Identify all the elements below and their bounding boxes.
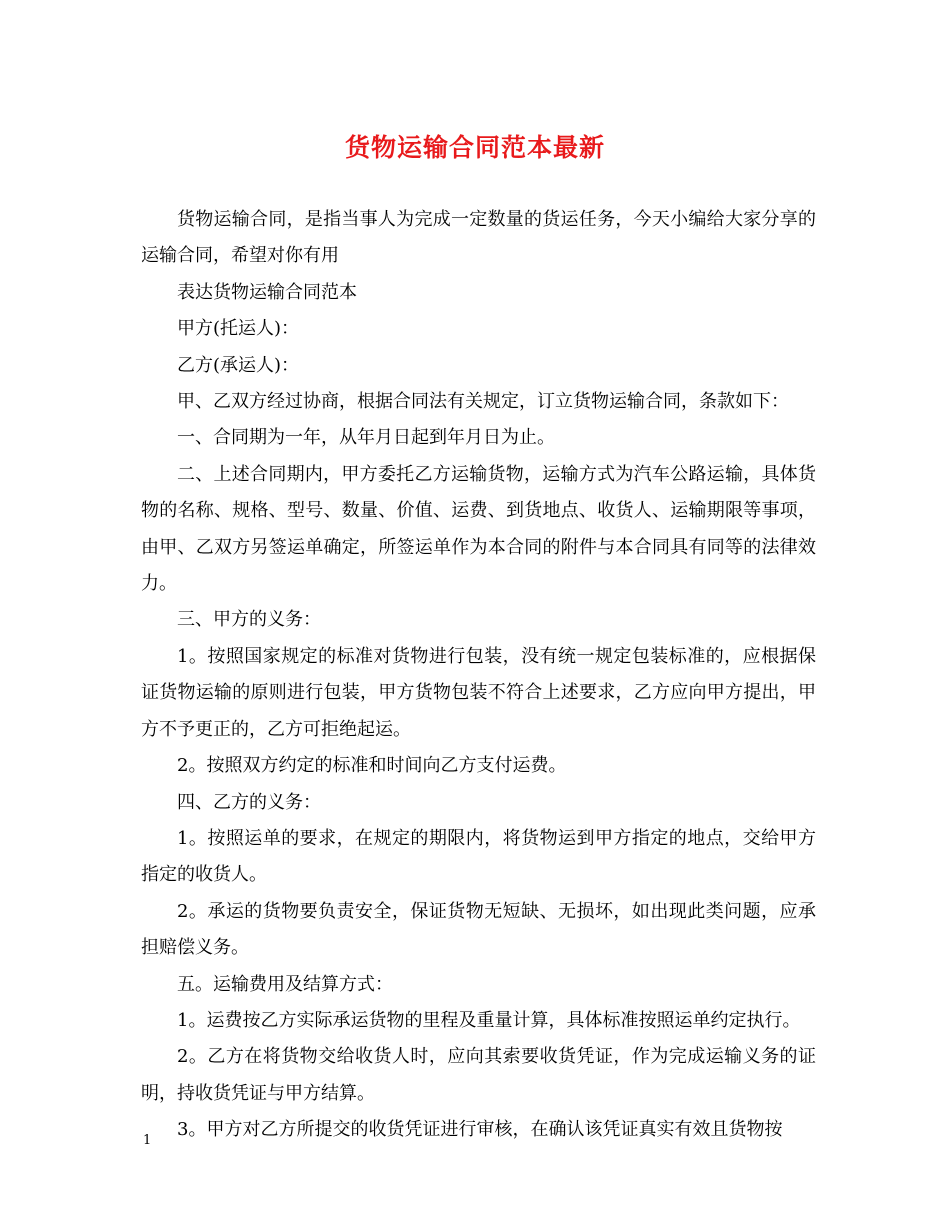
paragraph-clause-3-item-1: 1。按照国家规定的标准对货物进行包装，没有统一规定包装标准的，应根据保证货物运输的原则进行包装，甲方货物包装不符合上述要求，乙方应向甲方提出，甲方不予更正的，乙方可拒绝起运。 [141, 645, 816, 740]
paragraph-clause-4-item-1: 1。按照运单的要求，在规定的期限内，将货物运到甲方指定的地点，交给甲方指定的收货人。 [141, 827, 816, 886]
paragraph-clause-5-item-3: 3。甲方对乙方所提交的收货凭证进行审核，在确认该凭证真实有效且货物按 [177, 1119, 783, 1141]
paragraph-intro: 货物运输合同，是指当事人为完成一定数量的货运任务，今天小编给大家分享的运输合同，希望对你有用 [141, 209, 816, 267]
paragraph-clause-4-item-2: 2。承运的货物要负责安全，保证货物无短缺、无损坏，如出现此类问题，应承担赔偿义务。 [141, 900, 816, 959]
paragraph-subtitle: 表达货物运输合同范本 [177, 281, 357, 303]
paragraph-clause-1: 一、合同期为一年，从年月日起到年月日为止。 [177, 427, 555, 449]
paragraph-clause-5-item-1: 1。运费按乙方实际承运货物的里程及重量计算，具体标准按照运单约定执行。 [177, 1009, 801, 1031]
paragraph-party-b: 乙方(承运人)： [177, 354, 300, 376]
document-title: 货物运输合同范本最新 [344, 133, 605, 162]
page-number: 1 [143, 1133, 152, 1148]
paragraph-clause-5-heading: 五。运输费用及结算方式： [177, 973, 393, 995]
paragraph-clause-4-heading: 四、乙方的义务： [177, 791, 321, 813]
paragraph-clause-3-heading: 三、甲方的义务： [177, 609, 321, 631]
paragraph-clause-3-item-2: 2。按照双方约定的标准和时间向乙方支付运费。 [177, 755, 567, 777]
paragraph-clause-2: 二、上述合同期内，甲方委托乙方运输货物，运输方式为汽车公路运输，具体货物的名称、规格、型号、数量、价值、运费、到货地点、收货人、运输期限等事项，由甲、乙双方另签运单确定，所签运单作为本合同的附件与本合同具有同等的法律效力。 [141, 463, 816, 595]
document-body [141, 202, 816, 1149]
paragraph-agreement-intro: 甲、乙双方经过协商，根据合同法有关规定，订立货物运输合同，条款如下： [177, 391, 789, 413]
paragraph-clause-5-item-2: 2。乙方在将货物交给收货人时，应向其索要收货凭证，作为完成运输义务的证明，持收货凭证与甲方结算。 [141, 1046, 816, 1104]
paragraph-party-a: 甲方(托运人)： [177, 318, 300, 340]
